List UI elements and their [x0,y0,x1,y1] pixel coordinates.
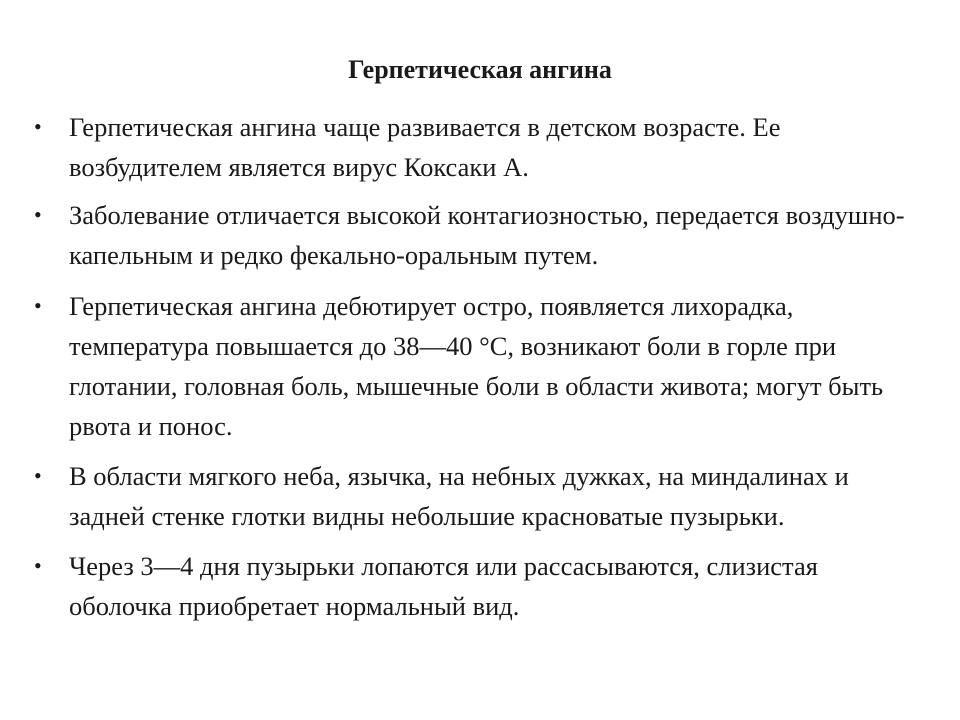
bullet-item [34,456,914,536]
bullet-text: Заболевание отличается высокой контагиозностью, передается воздушно-капельным и редко фекально-оральным путем. [69,200,905,270]
bullet-text: Герпетическая ангина дебютирует остро, появляется лихорадка, температура повышается до 38—40 °С, возникают боли в горле при глотании, головная боль, мышечные боли в области живота; могут быть рвота и понос. [69,291,884,441]
bullet-item [34,546,914,626]
bullet-list [34,107,914,626]
bullet-dot-icon: • [34,202,42,227]
slide-title: Герпетическая ангина [348,55,612,84]
bullet-dot-icon: • [34,463,42,488]
bullet-item [34,107,914,187]
bullet-text: Герпетическая ангина чаще развивается в детском возрасте. Ее возбудителем является вирус Коксаки А. [69,112,781,182]
bullet-item [34,195,914,275]
bullet-text: Через 3—4 дня пузырьки лопаются или рассасываются, слизистая оболочка приобретает нормальный вид. [69,551,818,621]
bullet-dot-icon: • [34,293,42,318]
bullet-item [34,286,914,446]
bullet-dot-icon: • [34,114,42,139]
bullet-text: В области мягкого неба, язычка, на небных дужках, на миндалинах и задней стенке глотки видны небольшие красноватые пузырьки. [69,461,849,531]
bullet-dot-icon: • [34,553,42,578]
